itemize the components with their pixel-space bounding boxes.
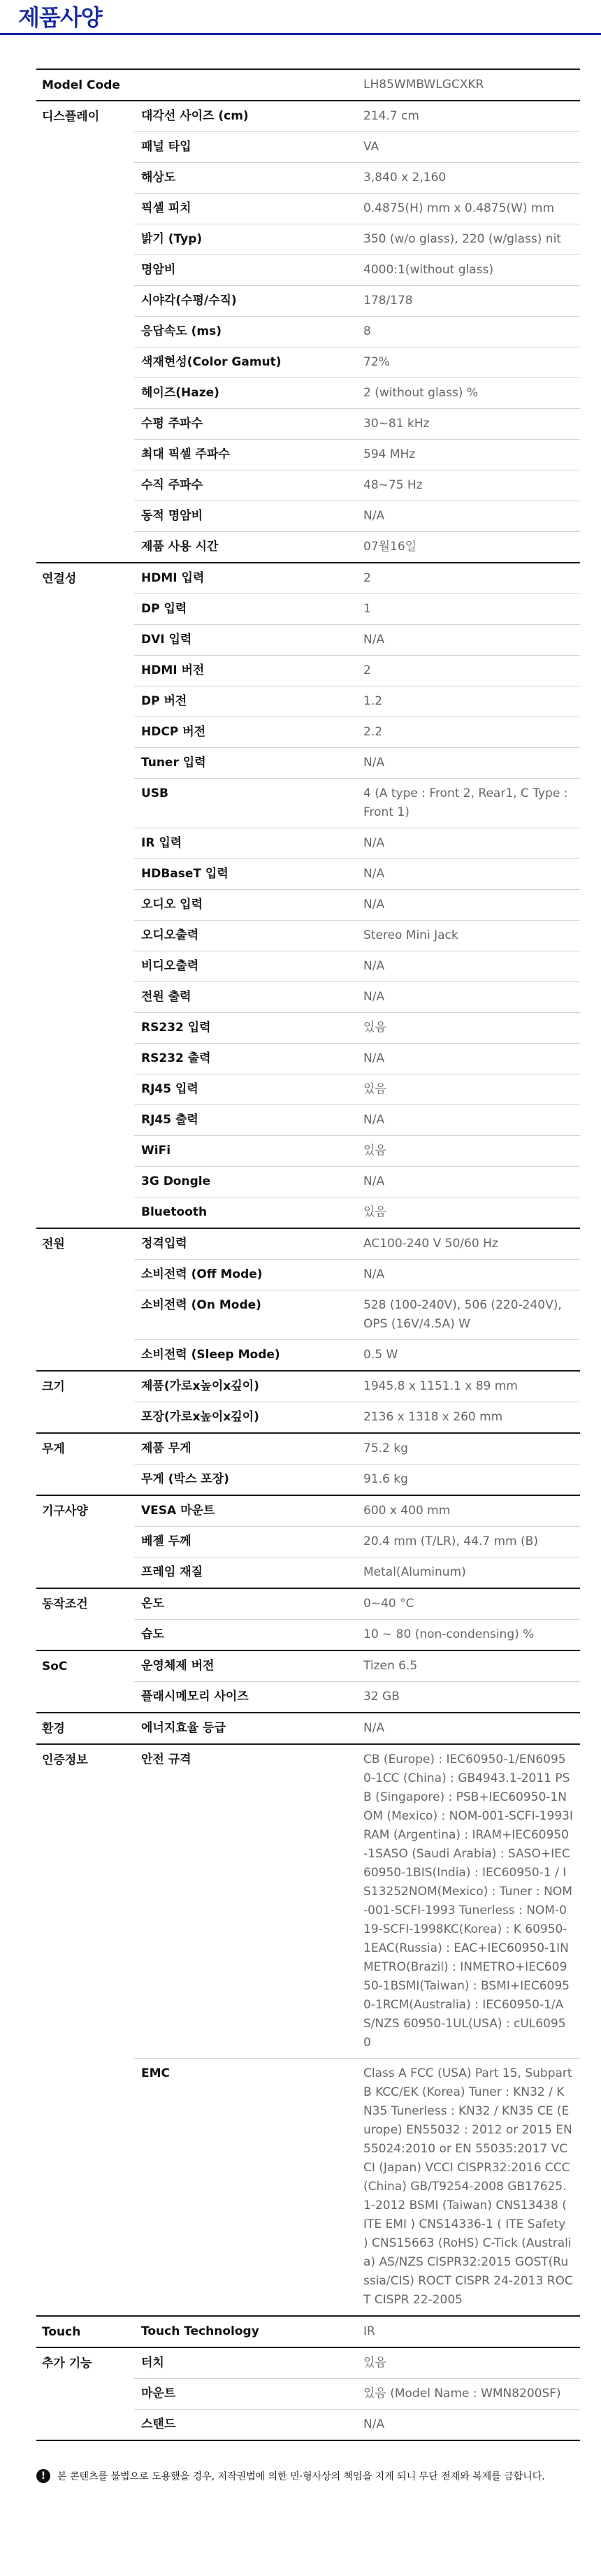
- spec-category: [36, 2379, 134, 2410]
- spec-value: AC100-240 V 50/60 Hz: [363, 1237, 498, 1251]
- spec-value: N/A: [363, 1721, 385, 1735]
- spec-group: [36, 69, 580, 101]
- spec-value: 91.6 kg: [356, 1465, 580, 1496]
- spec-category: [36, 1290, 134, 1340]
- spec-row: [36, 163, 580, 194]
- spec-value: 2136 x 1318 x 260 mm: [356, 1402, 580, 1434]
- spec-row: [36, 409, 580, 440]
- spec-label: 포장(가로x높이x깊이): [134, 1402, 356, 1434]
- spec-row: [36, 1013, 580, 1044]
- spec-label: WiFi: [134, 1136, 356, 1167]
- spec-group: [36, 1650, 580, 1713]
- spec-row: [36, 194, 580, 224]
- spec-category: [36, 163, 134, 194]
- page-title: 제품사양: [18, 4, 102, 31]
- spec-row: [36, 1340, 580, 1372]
- spec-row: [36, 828, 580, 859]
- spec-label: 시야각(수평/수직): [134, 286, 356, 317]
- spec-category: [36, 286, 134, 317]
- spec-label: RJ45 입력: [134, 1074, 356, 1105]
- spec-label: 대각선 사이즈 (cm): [141, 109, 249, 123]
- spec-value: 528 (100-240V), 506 (220-240V), OPS (16V/4.5A) W: [356, 1290, 580, 1340]
- spec-row: [36, 563, 580, 594]
- spec-category: [36, 828, 134, 859]
- spec-category: [36, 532, 134, 563]
- spec-value: 3,840 x 2,160: [356, 163, 580, 194]
- spec-row: [36, 1197, 580, 1229]
- spec-label: HDMI 버전: [134, 656, 356, 686]
- spec-row: [36, 1682, 580, 1713]
- spec-value: 350 (w/o glass), 220 (w/glass) nit: [356, 224, 580, 255]
- spec-row: [36, 224, 580, 255]
- spec-label: 수평 주파수: [134, 409, 356, 440]
- spec-category: [36, 859, 134, 890]
- spec-category: [36, 132, 134, 163]
- spec-value: 594 MHz: [356, 440, 580, 470]
- spec-value: Class A FCC (USA) Part 15, Subpart B KCC/EK (Korea) Tuner : KN32 / KN35 Tunerless : KN32 / KN35 CE (Europe) EN55032 : 2012 or 2015 EN55024:2010 or EN 55035:2017 VCCI (Japan) VCCI CISPR32:2016 CCC(China) GB/T9254-2008 GB17625.1-2012 BSMI (Taiwan) CNS13438 ( ITE EMI ) CNS14336-1 ( ITE Safety ) CNS15663 (RoHS) C-Tick (Australia) AS/NZS CISPR32:2015 GOST(Russia/CIS) ROCT CISPR 24-2013 ROCT CISPR 22-2005: [356, 2059, 580, 2317]
- spec-group: [36, 2316, 580, 2347]
- spec-row: [36, 440, 580, 470]
- spec-value: 72%: [356, 347, 580, 378]
- spec-label: 습도: [134, 1620, 356, 1651]
- spec-value: 214.7 cm: [363, 109, 419, 123]
- spec-row: [36, 1105, 580, 1136]
- spec-label: 터치: [141, 2356, 164, 2370]
- spec-category: 환경: [42, 1722, 65, 1736]
- spec-label: RS232 출력: [134, 1044, 356, 1074]
- spec-value: Tizen 6.5: [363, 1659, 418, 1673]
- spec-label: 소비전력 (On Mode): [134, 1290, 356, 1340]
- spec-label: 에너지효율 등급: [141, 1721, 226, 1735]
- spec-label: 제품 사용 시간: [134, 532, 356, 563]
- spec-group: [36, 2347, 580, 2440]
- spec-row: [36, 1433, 580, 1465]
- spec-value: 20.4 mm (T/LR), 44.7 mm (B): [356, 1527, 580, 1557]
- spec-label: IR 입력: [134, 828, 356, 859]
- spec-label: 무게 (박스 포장): [134, 1465, 356, 1496]
- spec-value: 4 (A type : Front 2, Rear1, C Type : Front 1): [356, 779, 580, 828]
- spec-category: [36, 1044, 134, 1074]
- spec-label: 헤이즈(Haze): [134, 378, 356, 409]
- spec-category: [36, 409, 134, 440]
- spec-category: [36, 951, 134, 982]
- spec-value: 10 ~ 80 (non-condensing) %: [356, 1620, 580, 1651]
- spec-row: [36, 532, 580, 563]
- spec-category: [36, 1136, 134, 1167]
- spec-category: [36, 317, 134, 347]
- spec-label: Tuner 입력: [134, 748, 356, 779]
- spec-category: 디스플레이: [42, 110, 100, 124]
- spec-label: HDMI 입력: [141, 571, 205, 585]
- spec-label: DP 버전: [134, 686, 356, 717]
- spec-row: [36, 2316, 580, 2347]
- spec-value: 있음: [356, 1136, 580, 1167]
- spec-category: [36, 717, 134, 748]
- spec-category: [36, 1260, 134, 1290]
- spec-category: 동작조건: [42, 1597, 88, 1611]
- spec-row: [36, 1074, 580, 1105]
- spec-value: N/A: [356, 890, 580, 921]
- spec-category: [36, 1167, 134, 1197]
- spec-category: 전원: [42, 1237, 65, 1251]
- spec-row: [36, 1465, 580, 1496]
- spec-value: 8: [356, 317, 580, 347]
- spec-category: [36, 890, 134, 921]
- spec-value: 있음: [356, 1013, 580, 1044]
- spec-category: [36, 1013, 134, 1044]
- spec-value: 75.2 kg: [363, 1441, 408, 1455]
- spec-label: 베젤 두께: [134, 1527, 356, 1557]
- spec-row: [36, 921, 580, 951]
- spec-category: [36, 748, 134, 779]
- spec-label: DVI 입력: [134, 625, 356, 656]
- spec-value: 07월16일: [356, 532, 580, 563]
- spec-label: 해상도: [134, 163, 356, 194]
- spec-label: [134, 69, 356, 101]
- spec-value: 2 (without glass) %: [356, 378, 580, 409]
- spec-row: [36, 470, 580, 501]
- spec-group: [36, 1433, 580, 1495]
- spec-row: [36, 2347, 580, 2379]
- spec-row: [36, 69, 580, 101]
- spec-value: 있음: [356, 1197, 580, 1229]
- spec-row: [36, 656, 580, 686]
- spec-value: CB (Europe) : IEC60950-1/EN60950-1CC (China) : GB4943.1-2011 PSB (Singapore) : PSB+IEC60950-1NOM (Mexico) : NOM-001-SCFI-1993IRAM (Argentina) : IRAM+IEC60950-1SASO (Saudi Arabia) : SASO+IEC60950-1BIS(India) : IEC60950-1 / IS13252NOM(Mexico) : Tuner : NOM-001-SCFI-1993 Tunerless : NOM-019-SCFI-1998KC(Korea) : K 60950-1EAC(Russia) : EAC+IEC60950-1INMETRO(Brazil) : INMETRO+IEC60950-1BSMI(Taiwan) : BSMI+IEC60950-1RCM(Australia) : IEC60950-1/AS/NZS 60950-1UL(USA) : cUL60950: [363, 1753, 573, 2050]
- spec-row: [36, 717, 580, 748]
- spec-group: [36, 563, 580, 1228]
- spec-category: [36, 656, 134, 686]
- spec-row: [36, 1402, 580, 1434]
- spec-category: [36, 594, 134, 625]
- spec-value: N/A: [356, 1105, 580, 1136]
- spec-row: [36, 890, 580, 921]
- spec-label: 마운트: [134, 2379, 356, 2410]
- spec-category: [36, 1197, 134, 1229]
- spec-row: [36, 1495, 580, 1527]
- spec-label: 온도: [141, 1597, 164, 1611]
- spec-row: [36, 1588, 580, 1620]
- spec-row: [36, 132, 580, 163]
- spec-value: 있음: [356, 1074, 580, 1105]
- spec-label: 최대 픽셀 주파수: [134, 440, 356, 470]
- spec-row: [36, 317, 580, 347]
- spec-value: 1: [356, 594, 580, 625]
- spec-row: [36, 1713, 580, 1744]
- spec-label: 밝기 (Typ): [134, 224, 356, 255]
- spec-row: [36, 1167, 580, 1197]
- spec-row: [36, 748, 580, 779]
- spec-category: [36, 686, 134, 717]
- spec-group: [36, 1744, 580, 2316]
- spec-label: 비디오출력: [134, 951, 356, 982]
- spec-category: SoC: [42, 1660, 68, 1674]
- spec-label: 패널 타입: [134, 132, 356, 163]
- spec-table: [36, 69, 580, 2441]
- spec-value: 1.2: [356, 686, 580, 717]
- spec-value: 4000:1(without glass): [356, 255, 580, 286]
- spec-value: 178/178: [356, 286, 580, 317]
- spec-label: 스탠드: [134, 2410, 356, 2441]
- spec-value: LH85WMBWLGCXKR: [363, 78, 484, 92]
- spec-category: [36, 1557, 134, 1589]
- spec-category: [36, 347, 134, 378]
- spec-category: [36, 1340, 134, 1372]
- spec-row: [36, 1557, 580, 1589]
- spec-value: N/A: [356, 2410, 580, 2441]
- spec-value: 있음: [363, 2356, 386, 2370]
- spec-value: 48~75 Hz: [356, 470, 580, 501]
- spec-category: Model Code: [42, 78, 120, 92]
- spec-category: 무게: [42, 1442, 65, 1456]
- spec-row: [36, 625, 580, 656]
- spec-value: N/A: [356, 1044, 580, 1074]
- spec-label: RS232 입력: [134, 1013, 356, 1044]
- spec-value: N/A: [356, 501, 580, 532]
- spec-value: 2: [356, 656, 580, 686]
- spec-category: 추가 기능: [42, 2356, 92, 2370]
- spec-category: [36, 779, 134, 828]
- spec-label: 프레임 재질: [134, 1557, 356, 1589]
- spec-value: N/A: [356, 1167, 580, 1197]
- spec-value: N/A: [356, 1260, 580, 1290]
- spec-group: [36, 1371, 580, 1433]
- spec-category: [36, 255, 134, 286]
- spec-value: 있음 (Model Name : WMN8200SF): [356, 2379, 580, 2410]
- spec-label: 소비전력 (Sleep Mode): [134, 1340, 356, 1372]
- spec-row: [36, 1136, 580, 1167]
- spec-category: [36, 440, 134, 470]
- spec-category: [36, 1620, 134, 1651]
- spec-value: 0.4875(H) mm x 0.4875(W) mm: [356, 194, 580, 224]
- spec-row: [36, 951, 580, 982]
- spec-label: 3G Dongle: [134, 1167, 356, 1197]
- spec-label: HDBaseT 입력: [134, 859, 356, 890]
- spec-row: [36, 255, 580, 286]
- spec-category: [36, 2059, 134, 2317]
- spec-row: [36, 378, 580, 409]
- spec-category: [36, 2410, 134, 2441]
- spec-category: Touch: [42, 2325, 81, 2339]
- spec-category: 크기: [42, 1380, 65, 1394]
- spec-row: [36, 1260, 580, 1290]
- spec-category: 인증정보: [42, 1753, 88, 1767]
- spec-label: 제품 무게: [141, 1441, 191, 1455]
- spec-value: 2: [363, 571, 371, 585]
- spec-row: [36, 1228, 580, 1260]
- spec-category: [36, 1402, 134, 1434]
- spec-row: [36, 1044, 580, 1074]
- spec-label: DP 입력: [134, 594, 356, 625]
- spec-row: [36, 1527, 580, 1557]
- copyright-text: 본 콘텐츠를 불법으로 도용했을 경우, 저작권법에 의한 민·형사상의 책임을 지게 되니 무단 전재와 복제를 금합니다.: [57, 2471, 545, 2482]
- spec-row: [36, 1650, 580, 1682]
- spec-value: N/A: [356, 828, 580, 859]
- spec-value: N/A: [356, 625, 580, 656]
- spec-value: 600 x 400 mm: [363, 1504, 451, 1518]
- spec-group: [36, 1713, 580, 1744]
- spec-value: IR: [363, 2324, 375, 2338]
- spec-row: [36, 347, 580, 378]
- exclamation-icon: !: [36, 2469, 50, 2483]
- spec-category: 연결성: [42, 572, 77, 586]
- spec-section: [0, 35, 601, 2441]
- spec-value: N/A: [356, 951, 580, 982]
- spec-category: [36, 378, 134, 409]
- spec-value: Stereo Mini Jack: [356, 921, 580, 951]
- spec-row: [36, 286, 580, 317]
- spec-category: [36, 1105, 134, 1136]
- spec-category: [36, 1074, 134, 1105]
- spec-category: [36, 501, 134, 532]
- spec-value: 2.2: [356, 717, 580, 748]
- spec-label: 운영체제 버전: [141, 1659, 215, 1673]
- spec-label: 플래시메모리 사이즈: [134, 1682, 356, 1713]
- spec-category: 기구사양: [42, 1504, 88, 1518]
- spec-value: Metal(Aluminum): [356, 1557, 580, 1589]
- spec-category: [36, 1682, 134, 1713]
- spec-label: 수직 주파수: [134, 470, 356, 501]
- spec-value: 32 GB: [356, 1682, 580, 1713]
- spec-label: 정격입력: [141, 1237, 187, 1251]
- spec-row: [36, 779, 580, 828]
- spec-row: [36, 1290, 580, 1340]
- spec-category: [36, 1527, 134, 1557]
- spec-row: [36, 1371, 580, 1402]
- spec-label: 오디오 입력: [134, 890, 356, 921]
- spec-row: [36, 101, 580, 132]
- spec-value: 30~81 kHz: [356, 409, 580, 440]
- spec-row: [36, 686, 580, 717]
- spec-label: 제품(가로x높이x깊이): [141, 1379, 259, 1393]
- spec-category: [36, 194, 134, 224]
- spec-group: [36, 1588, 580, 1650]
- spec-row: [36, 2379, 580, 2410]
- spec-label: Touch Technology: [141, 2324, 259, 2338]
- header: [0, 0, 601, 35]
- spec-row: [36, 2410, 580, 2441]
- spec-label: Bluetooth: [134, 1197, 356, 1229]
- spec-row: [36, 982, 580, 1013]
- spec-value: N/A: [356, 859, 580, 890]
- spec-row: [36, 859, 580, 890]
- spec-group: [36, 1495, 580, 1588]
- spec-label: VESA 마운트: [141, 1504, 215, 1518]
- spec-row: [36, 594, 580, 625]
- spec-group: [36, 1228, 580, 1371]
- spec-category: [36, 625, 134, 656]
- spec-row: [36, 1744, 580, 2059]
- spec-label: 전원 출력: [134, 982, 356, 1013]
- spec-label: 픽셀 피치: [134, 194, 356, 224]
- spec-label: USB: [134, 779, 356, 828]
- spec-value: 0~40 °C: [363, 1597, 414, 1611]
- spec-value: 1945.8 x 1151.1 x 89 mm: [363, 1379, 518, 1393]
- spec-category: [36, 1465, 134, 1496]
- spec-group: [36, 101, 580, 563]
- spec-value: VA: [356, 132, 580, 163]
- spec-label: 오디오출력: [134, 921, 356, 951]
- spec-row: [36, 1620, 580, 1651]
- spec-label: 색재현성(Color Gamut): [134, 347, 356, 378]
- spec-category: [36, 224, 134, 255]
- spec-label: 응답속도 (ms): [134, 317, 356, 347]
- copyright-note: [36, 2469, 601, 2483]
- spec-label: 안전 규격: [141, 1753, 191, 1766]
- spec-category: [36, 982, 134, 1013]
- spec-value: 0.5 W: [356, 1340, 580, 1372]
- spec-row: [36, 501, 580, 532]
- spec-label: 명암비: [134, 255, 356, 286]
- spec-value: N/A: [356, 748, 580, 779]
- spec-category: [36, 470, 134, 501]
- spec-label: 소비전력 (Off Mode): [134, 1260, 356, 1290]
- spec-value: N/A: [356, 982, 580, 1013]
- spec-label: HDCP 버전: [134, 717, 356, 748]
- spec-label: 동적 명암비: [134, 501, 356, 532]
- spec-category: [36, 921, 134, 951]
- spec-label: RJ45 출력: [134, 1105, 356, 1136]
- spec-label: EMC: [134, 2059, 356, 2317]
- spec-row: [36, 2059, 580, 2317]
